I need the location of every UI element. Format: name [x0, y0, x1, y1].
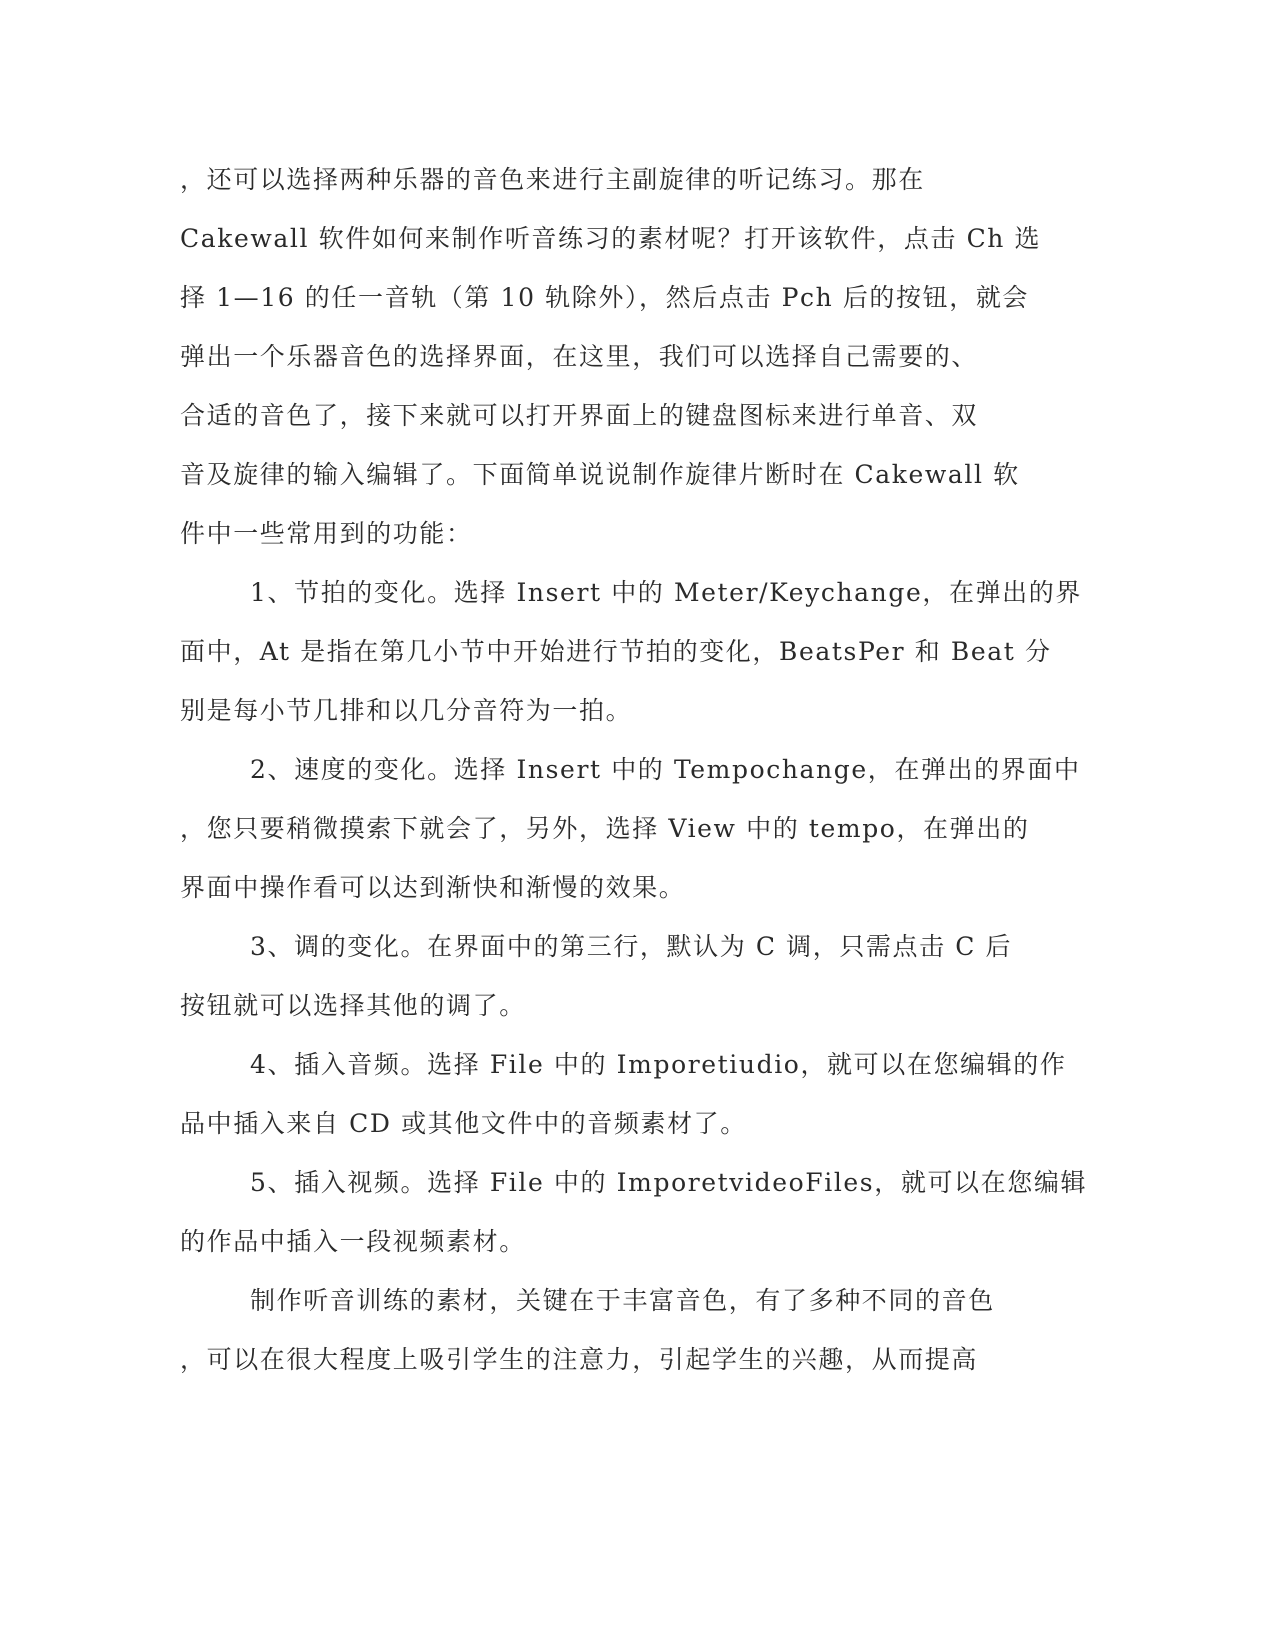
- text-line: 音及旋律的输入编辑了。下面简单说说制作旋律片断时在 Cakewall 软: [180, 460, 1020, 489]
- text-line: ，您只要稍微摸索下就会了，另外，选择 View 中的 tempo，在弹出的: [180, 814, 1030, 843]
- paragraph-first-line: 5、插入视频。选择 File 中的 ImporetvideoFiles，就可以在您编辑: [250, 1168, 1088, 1197]
- paragraph-first-line: 2、速度的变化。选择 Insert 中的 Tempochange，在弹出的界面中: [250, 755, 1081, 784]
- paragraph-first-line: 4、插入音频。选择 File 中的 Imporetiudio，就可以在您编辑的作: [250, 1050, 1067, 1079]
- text-line: 的作品中插入一段视频素材。: [180, 1227, 526, 1256]
- text-line: 合适的音色了，接下来就可以打开界面上的键盘图标来进行单音、双: [180, 401, 979, 430]
- text-line: Cakewall 软件如何来制作听音练习的素材呢？打开该软件，点击 Ch 选: [180, 224, 1042, 253]
- text-line: 界面中操作看可以达到渐快和渐慢的效果。: [180, 873, 686, 902]
- paragraph-first-line: 3、调的变化。在界面中的第三行，默认为 C 调，只需点击 C 后: [250, 932, 1013, 961]
- text-line: 弹出一个乐器音色的选择界面，在这里，我们可以选择自己需要的、: [180, 342, 979, 371]
- text-line: 面中，At 是指在第几小节中开始进行节拍的变化，BeatsPer 和 Beat 分: [180, 637, 1052, 666]
- text-line: ，还可以选择两种乐器的音色来进行主副旋律的听记练习。那在: [180, 165, 925, 194]
- text-line: 别是每小节几排和以几分音符为一拍。: [180, 696, 633, 725]
- text-line: 按钮就可以选择其他的调了。: [180, 991, 526, 1020]
- text-line: ，可以在很大程度上吸引学生的注意力，引起学生的兴趣，从而提高: [180, 1345, 979, 1374]
- paragraph-first-line: 制作听音训练的素材，关键在于丰富音色，有了多种不同的音色: [250, 1286, 995, 1315]
- text-line: 择 1—16 的任一音轨（第 10 轨除外），然后点击 Pch 后的按钮，就会: [180, 283, 1030, 312]
- text-line: 件中一些常用到的功能：: [180, 519, 473, 548]
- paragraph-first-line: 1、节拍的变化。选择 Insert 中的 Meter/Keychange，在弹出的界: [250, 578, 1082, 607]
- text-line: 品中插入来自 CD 或其他文件中的音频素材了。: [180, 1109, 747, 1138]
